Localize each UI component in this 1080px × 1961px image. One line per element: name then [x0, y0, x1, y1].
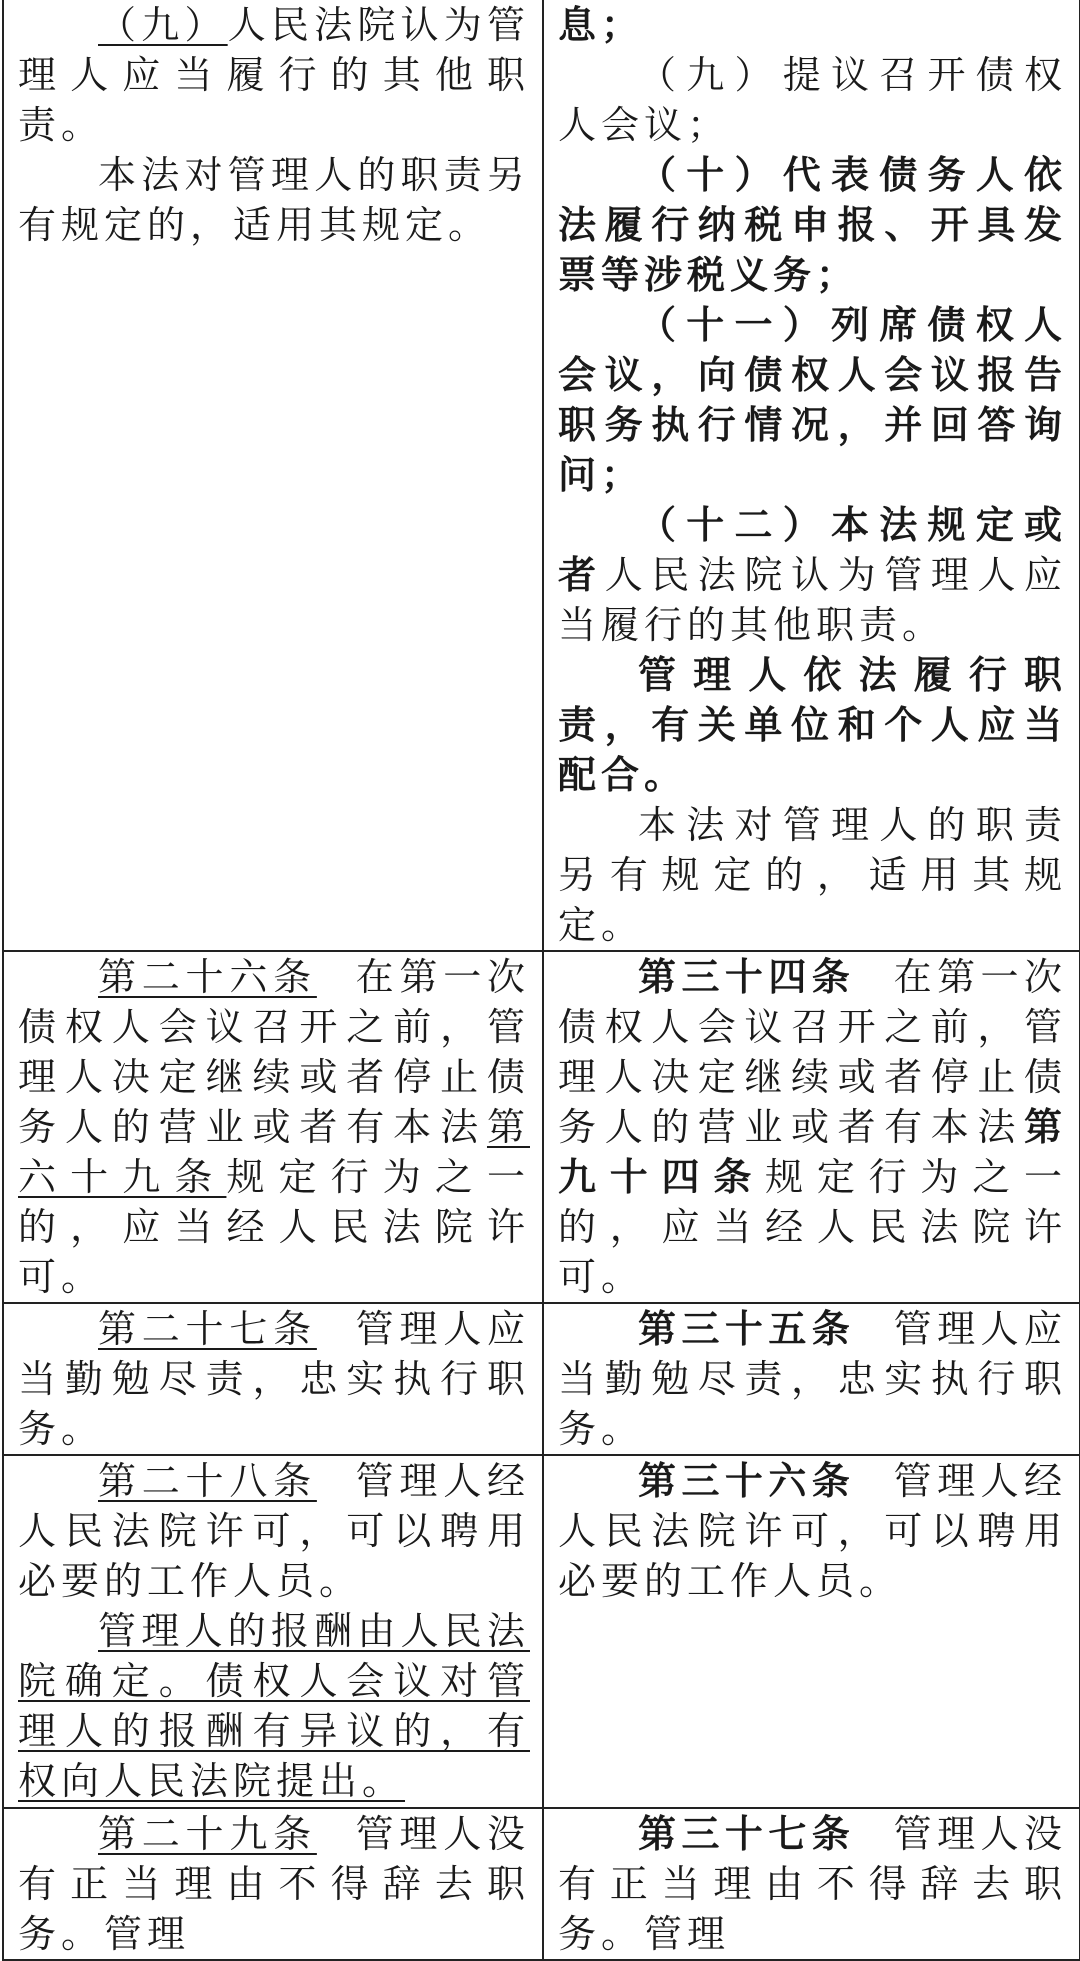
paragraph-continued: 息；	[558, 2, 645, 47]
paragraph-added: 管理人依法履行职责，有关单位和个人应当配合。	[558, 652, 1067, 797]
deleted-text: 管理人的报酬由人民法院确定。债权人会议对管理人的报酬有异议的，有权向人民法院提出。	[18, 1609, 530, 1803]
table-row	[3, 1808, 1080, 1960]
old-law-cell	[3, 0, 543, 951]
clause-text: 人民法院认为管理人应当履行的其他职责。	[558, 553, 1067, 647]
new-law-cell	[543, 1303, 1080, 1455]
article-reference: 第六十九条	[18, 1105, 530, 1199]
article-text: 管理人经人民法院许可，可以聘用必要的工作人员。	[558, 1459, 1067, 1603]
new-law-cell	[543, 951, 1080, 1303]
paragraph: 本法对管理人的职责另有规定的，适用其规定。	[18, 153, 530, 247]
new-law-cell	[543, 1808, 1080, 1960]
article-number: 第二十九条	[98, 1812, 317, 1856]
article-text: 在第一次债权人会议召开之前，管理人决定继续或者停止债务人的营业或者有本法	[558, 955, 1067, 1149]
article-number: 第三十四条	[638, 954, 856, 999]
old-law-cell	[3, 1455, 543, 1808]
article-text: 管理人没有正当理由不得辞去职务。管理	[18, 1812, 530, 1956]
paragraph	[558, 1809, 1067, 1959]
article-number: 第三十七条	[638, 1811, 856, 1856]
article-text: 在第一次债权人会议召开之前，管理人决定继续或者停止债务人的营业或者有本法	[18, 955, 530, 1149]
added-text: （十二）本法规定或者	[558, 502, 1067, 597]
paragraph-added: （十一）列席债权人会议，向债权人会议报告职务执行情况，并回答询问；	[558, 302, 1067, 497]
article-number: 第二十七条	[98, 1307, 317, 1351]
amended-clause-marker: （九）	[98, 3, 228, 47]
table-row	[3, 0, 1080, 951]
paragraph: （九）提议召开债权人会议；	[558, 53, 1067, 147]
paragraph	[558, 952, 1067, 1302]
article-reference: 第九十四条	[558, 1104, 1067, 1199]
article-number: 第三十六条	[638, 1458, 856, 1503]
paragraph	[18, 0, 530, 150]
paragraph: 本法对管理人的职责另有规定的，适用其规定。	[558, 803, 1067, 947]
old-law-cell	[3, 1303, 543, 1455]
paragraph	[18, 1809, 530, 1959]
paragraph	[18, 952, 530, 1302]
paragraph	[18, 1304, 530, 1454]
table-row	[3, 951, 1080, 1303]
article-number: 第三十五条	[638, 1306, 856, 1351]
paragraph	[18, 1456, 530, 1606]
paragraph-deleted	[18, 1606, 530, 1806]
comparison-table	[2, 0, 1080, 1961]
old-law-cell	[3, 951, 543, 1303]
article-text: 管理人经人民法院许可，可以聘用必要的工作人员。	[18, 1459, 530, 1603]
article-number: 第二十六条	[98, 955, 317, 999]
article-text: 管理人没有正当理由不得辞去职务。管理	[558, 1812, 1067, 1956]
article-text: 管理人应当勤勉尽责，忠实执行职务。	[18, 1307, 530, 1451]
article-text: 规定行为之一的，应当经人民法院许可。	[558, 1155, 1067, 1299]
paragraph-added: （十）代表债务人依法履行纳税申报、开具发票等涉税义务；	[558, 152, 1067, 297]
old-law-cell	[3, 1808, 543, 1960]
article-text: 管理人应当勤勉尽责，忠实执行职务。	[558, 1307, 1067, 1451]
article-number: 第二十八条	[98, 1459, 317, 1503]
paragraph	[558, 1456, 1067, 1606]
new-law-cell	[543, 0, 1080, 951]
clause-text: 人民法院认为管理人应当履行的其他职责。	[18, 3, 530, 147]
new-law-cell	[543, 1455, 1080, 1808]
table-row	[3, 1303, 1080, 1455]
paragraph	[558, 1304, 1067, 1454]
paragraph	[558, 500, 1067, 650]
table-row	[3, 1455, 1080, 1808]
article-text: 规定行为之一的，应当经人民法院许可。	[18, 1155, 530, 1299]
